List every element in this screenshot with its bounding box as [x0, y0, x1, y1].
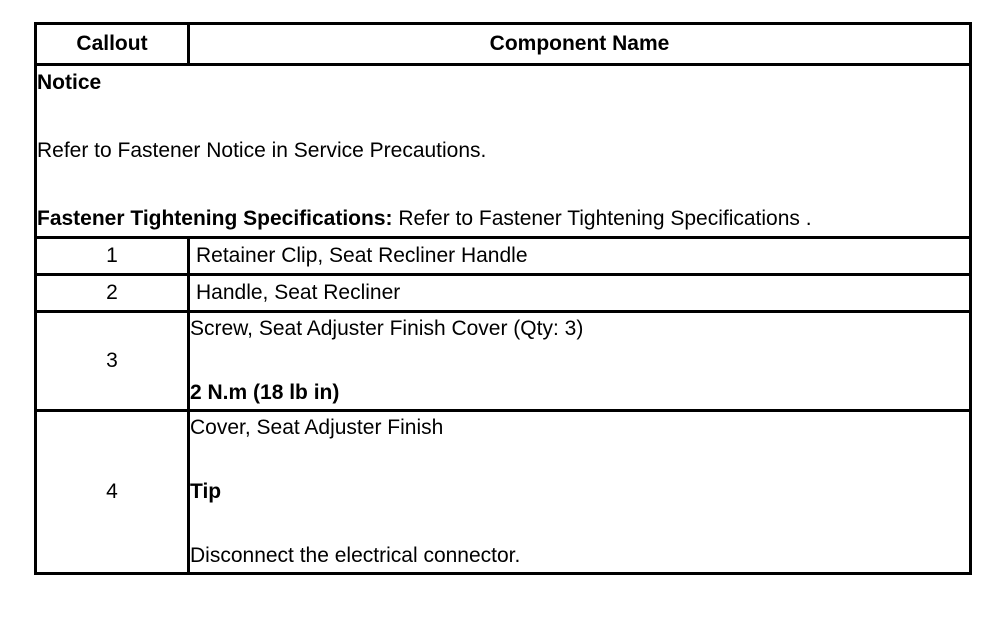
callout-cell: 3: [36, 312, 189, 411]
notice-text: Refer to Fastener Notice in Service Precautions.: [37, 139, 487, 162]
tip-text: Disconnect the electrical connector.: [190, 544, 521, 567]
component-name-cell: Retainer Clip, Seat Recliner Handle: [189, 238, 971, 275]
component-name-cell: [189, 411, 971, 574]
header-row: [36, 24, 971, 65]
fastener-spec-label: Fastener Tightening Specifications:: [37, 207, 393, 230]
callout-cell: 4: [36, 411, 189, 574]
component-name-cell: Handle, Seat Recliner: [189, 275, 971, 312]
notice-row: [36, 65, 971, 238]
table-row: [36, 411, 971, 574]
header-callout: Callout: [36, 24, 189, 65]
fastener-spec-text: Refer to Fastener Tightening Specifications .: [392, 207, 812, 230]
table-row: [36, 238, 971, 275]
component-name-cell: [189, 312, 971, 411]
component-table: [34, 22, 972, 575]
header-component-name: Component Name: [189, 24, 971, 65]
tip-heading: Tip: [190, 480, 222, 503]
table-row: [36, 312, 971, 411]
fastener-spec-line: [37, 202, 969, 236]
component-name: Screw, Seat Adjuster Finish Cover (Qty: 3): [190, 317, 584, 340]
table-row: [36, 275, 971, 312]
notice-heading: Notice: [37, 71, 102, 94]
callout-cell: 1: [36, 238, 189, 275]
component-name: Cover, Seat Adjuster Finish: [190, 416, 444, 439]
notice-cell: [36, 65, 971, 238]
callout-cell: 2: [36, 275, 189, 312]
torque-spec: 2 N.m (18 lb in): [190, 381, 340, 404]
